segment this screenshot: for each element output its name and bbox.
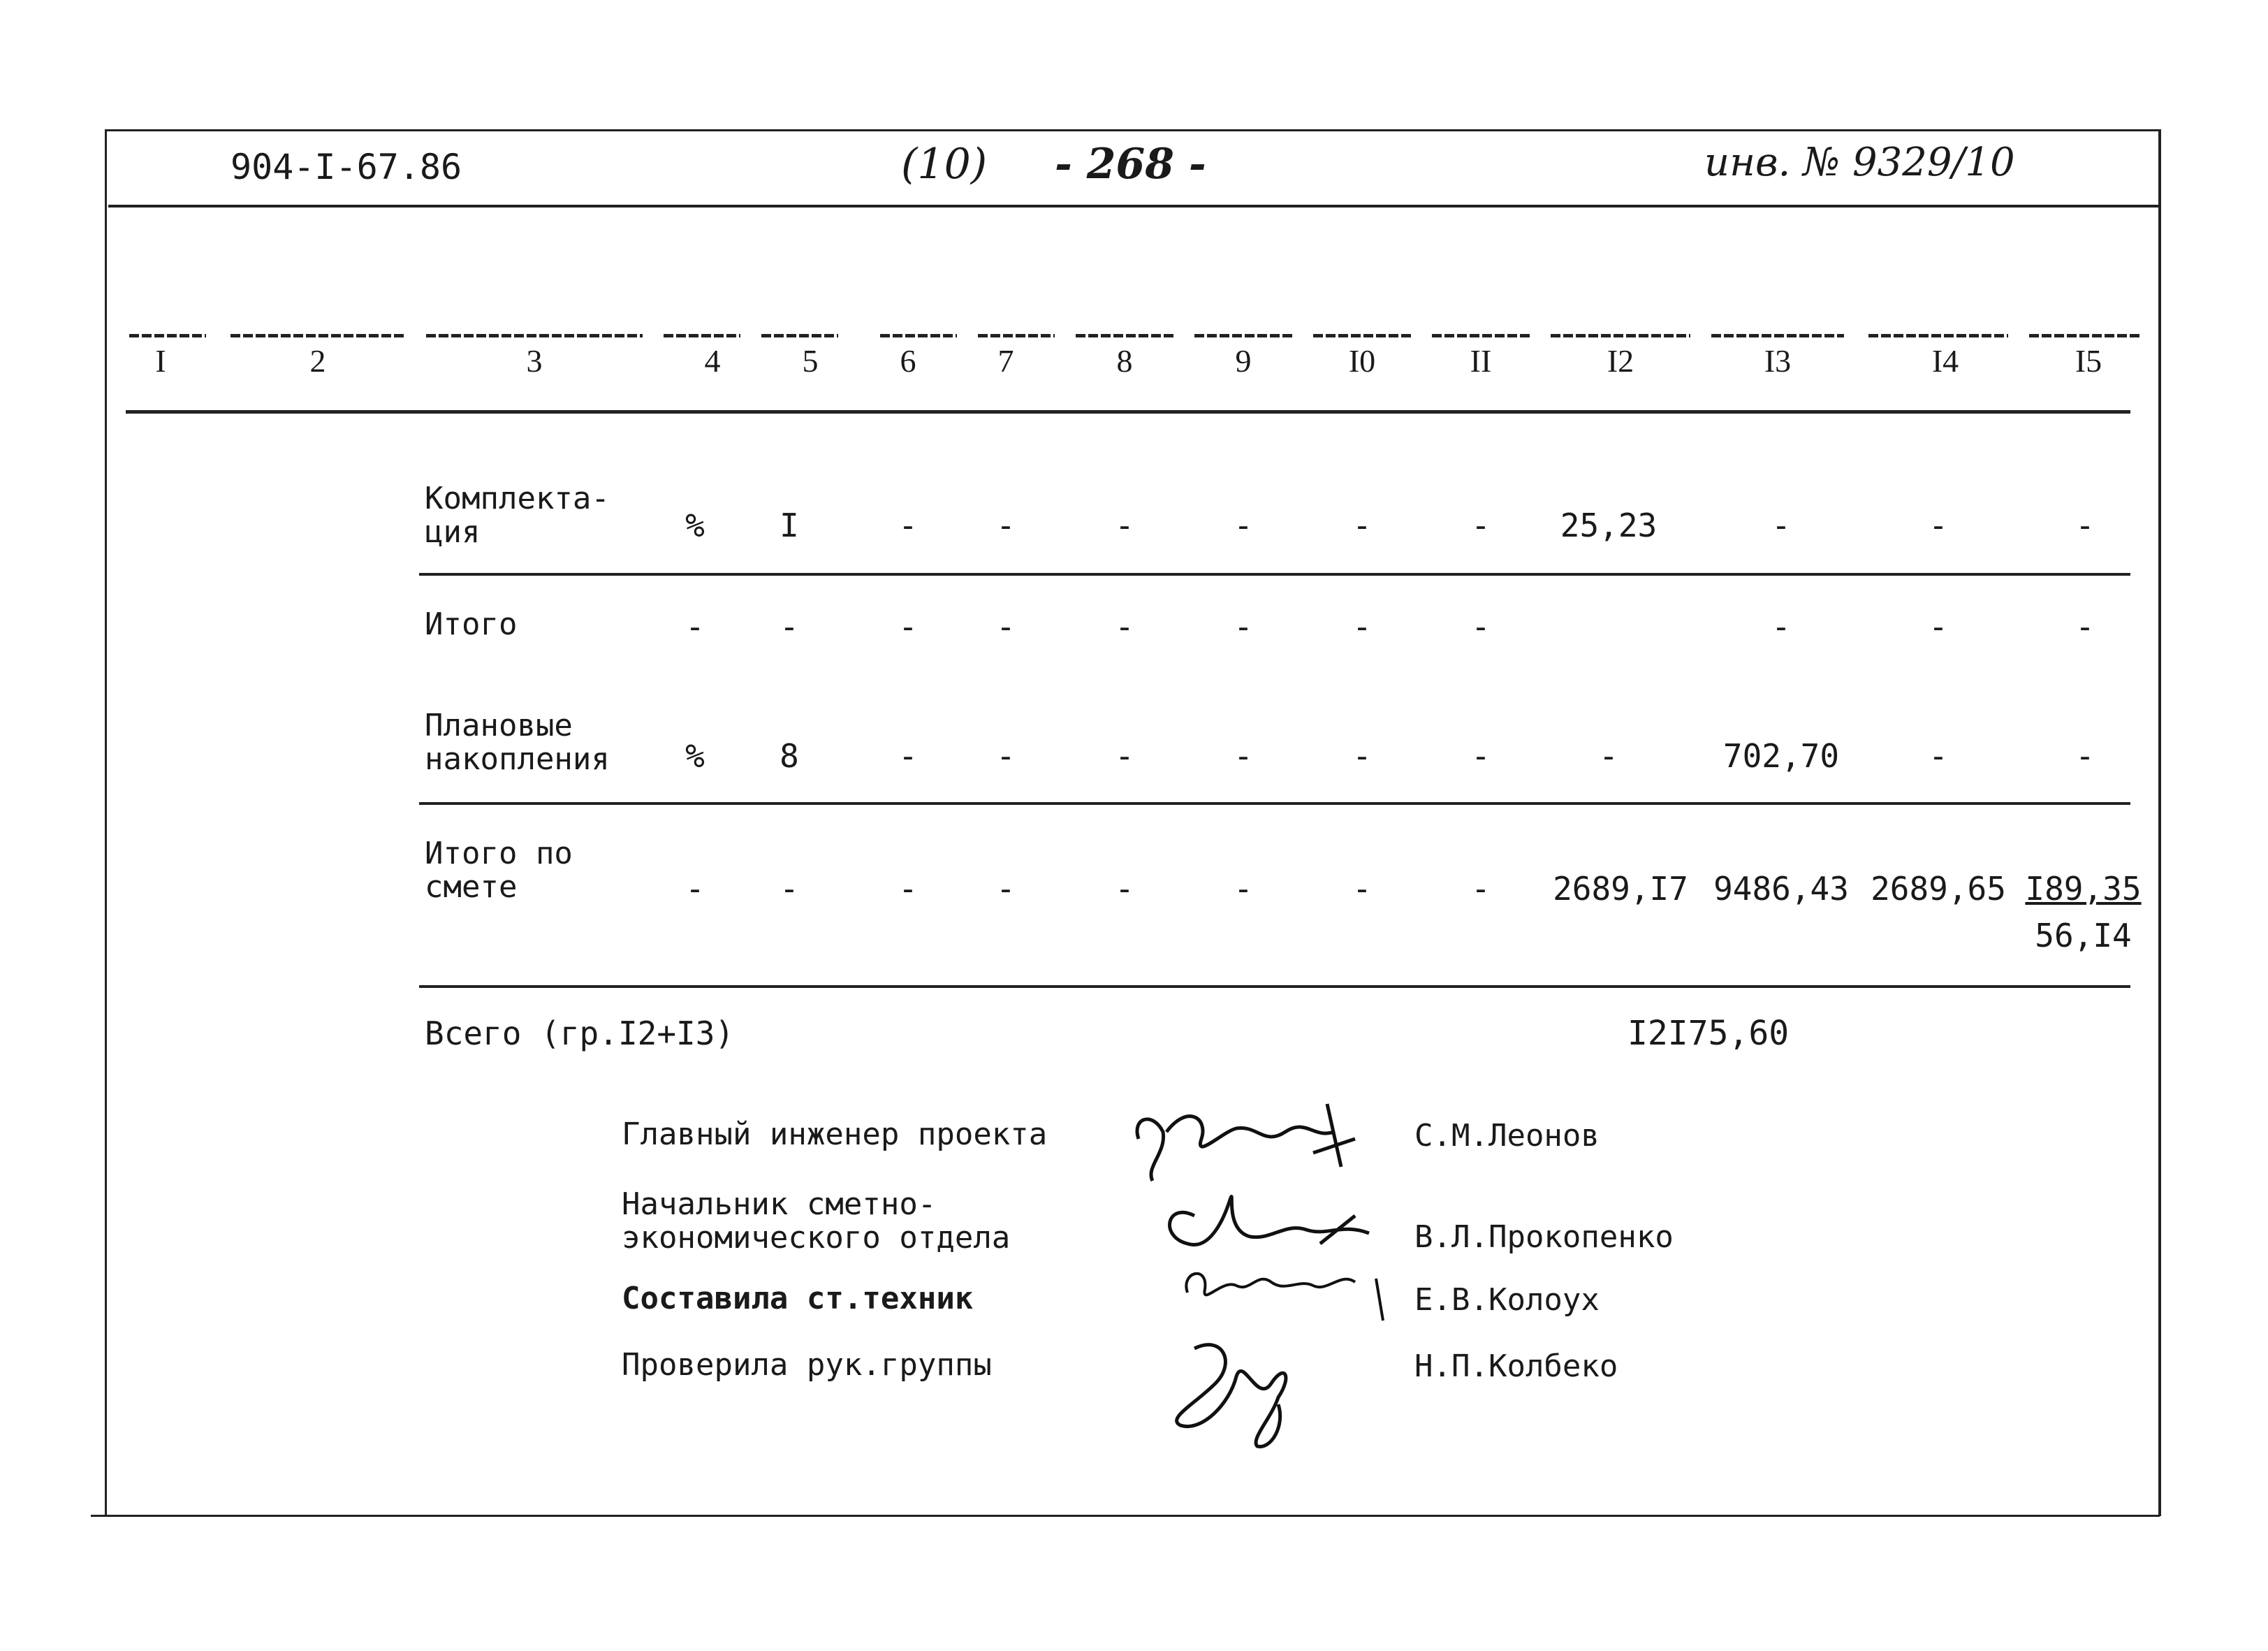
signatory-name: Н.П.Колбеко: [1414, 1348, 1618, 1384]
table-cell: -: [1234, 507, 1253, 544]
column-number: 6: [900, 343, 916, 379]
column-number: 2: [309, 343, 326, 379]
table-cell: -: [1471, 608, 1491, 646]
frame-bottom-border: [91, 1515, 2160, 1517]
table-cell: -: [996, 507, 1016, 544]
column-bar: [1432, 334, 1530, 337]
table-cell: -: [1471, 507, 1491, 544]
table-cell: -: [898, 507, 918, 544]
column-number: I3: [1764, 343, 1792, 379]
column-bar: [231, 334, 405, 337]
signature-mark: [1173, 1251, 1397, 1328]
signatory-name: Е.В.Колоух: [1414, 1282, 1600, 1318]
table-cell: -: [996, 870, 1016, 908]
signature-role: Главный инженер проекта: [622, 1117, 1048, 1152]
table-cell: -: [1115, 608, 1134, 646]
table-cell: -: [1352, 737, 1372, 775]
inventory-number: инв. № 9329/10: [1704, 140, 2015, 185]
table-cell: -: [685, 608, 705, 646]
total-label: Всего (гр.I2+I3): [425, 1014, 735, 1052]
table-cell: -: [1771, 507, 1791, 544]
table-cell: -: [1352, 507, 1372, 544]
table-cell: -: [1234, 608, 1253, 646]
frame-top-border: [105, 129, 2160, 131]
row-label: Итого по смете: [425, 836, 573, 905]
table-cell: 8: [780, 737, 799, 775]
table-cell: 2689,I7: [1553, 870, 1688, 908]
frame-left-border: [105, 129, 107, 1516]
table-cell: -: [2075, 737, 2095, 775]
table-cell: -: [2075, 507, 2095, 544]
table-cell: -: [1929, 737, 1948, 775]
column-number: II: [1470, 343, 1492, 379]
table-cell: -: [898, 870, 918, 908]
table-cell: -: [996, 608, 1016, 646]
table-cell: I: [780, 507, 799, 544]
column-bar: [1711, 334, 1844, 337]
table-cell: -: [1929, 507, 1948, 544]
column-bar: [1551, 334, 1690, 337]
table-cell: 9486,43: [1713, 870, 1849, 908]
column-number: 9: [1235, 343, 1252, 379]
column-number: 7: [997, 343, 1014, 379]
table-cell: 25,23: [1560, 507, 1658, 544]
column-number: 4: [704, 343, 721, 379]
table-cell: -: [898, 608, 918, 646]
column-number: 8: [1116, 343, 1133, 379]
table-cell: 702,70: [1722, 737, 1840, 775]
table-cell: -: [898, 737, 918, 775]
page-number: - 268 -: [1055, 140, 1206, 189]
column-bar: [1313, 334, 1411, 337]
column-bar: [1076, 334, 1173, 337]
column-bar: [1194, 334, 1292, 337]
table-cell: -: [1115, 870, 1134, 908]
table-cell: -: [1115, 737, 1134, 775]
column-number: I2: [1607, 343, 1634, 379]
frame-right-border: [2158, 129, 2161, 1516]
column-number: 3: [526, 343, 543, 379]
row-separator: [419, 573, 2130, 576]
column-bar: [2029, 334, 2141, 337]
table-cell: -: [685, 870, 705, 908]
column-bar: [426, 334, 643, 337]
signatory-name: В.Л.Прокопенко: [1414, 1219, 1674, 1255]
table-cell: -: [780, 870, 799, 908]
row-label: Итого: [425, 606, 518, 642]
table-cell: -: [1929, 608, 1948, 646]
column-bar: [1868, 334, 2008, 337]
column-bar: [129, 334, 206, 337]
header-divider: [108, 205, 2158, 208]
table-cell: -: [1599, 737, 1618, 775]
table-cell: %: [685, 507, 705, 544]
column-number: 5: [802, 343, 819, 379]
column-number: I0: [1348, 343, 1376, 379]
total-value: I2I75,60: [1627, 1014, 1790, 1053]
table-cell: %: [685, 737, 705, 775]
column-bar: [761, 334, 838, 337]
table-cell: -: [996, 737, 1016, 775]
table-cell: -: [1234, 870, 1253, 908]
table-cell: -: [2075, 608, 2095, 646]
signatory-name: С.М.Леонов: [1414, 1118, 1600, 1154]
table-cell: -: [1771, 608, 1791, 646]
column-bar: [880, 334, 957, 337]
column-bar: [664, 334, 740, 337]
page-mark: (10): [901, 140, 988, 189]
column-number: I: [155, 343, 166, 379]
signature-mark: [1153, 1321, 1334, 1453]
signature-role: Проверила рук.группы: [622, 1347, 992, 1383]
signature-role: Составила ст.техник: [622, 1281, 974, 1316]
table-cell: -: [1471, 870, 1491, 908]
signature-role: Начальник сметно- экономического отдела: [622, 1186, 1011, 1256]
table-cell: -: [1234, 737, 1253, 775]
table-cell: -: [1352, 870, 1372, 908]
row-label: Комплекта- ция: [425, 481, 610, 550]
table-cell: 56,I4: [2035, 917, 2132, 954]
table-cell: -: [780, 608, 799, 646]
table-header-rule: [126, 410, 2130, 414]
doc-code: 904-I-67.86: [231, 147, 462, 187]
row-separator: [419, 985, 2130, 988]
column-bar: [978, 334, 1055, 337]
table-cell: -: [1352, 608, 1372, 646]
table-cell: 2689,65: [1871, 870, 2006, 908]
table-cell: -: [1471, 737, 1491, 775]
column-number: I5: [2075, 343, 2102, 379]
row-separator: [419, 802, 2130, 805]
table-cell: -: [1115, 507, 1134, 544]
row-label: Плановые накопления: [425, 708, 610, 777]
column-number: I4: [1931, 343, 1959, 379]
table-cell: I89,35: [2025, 870, 2142, 908]
